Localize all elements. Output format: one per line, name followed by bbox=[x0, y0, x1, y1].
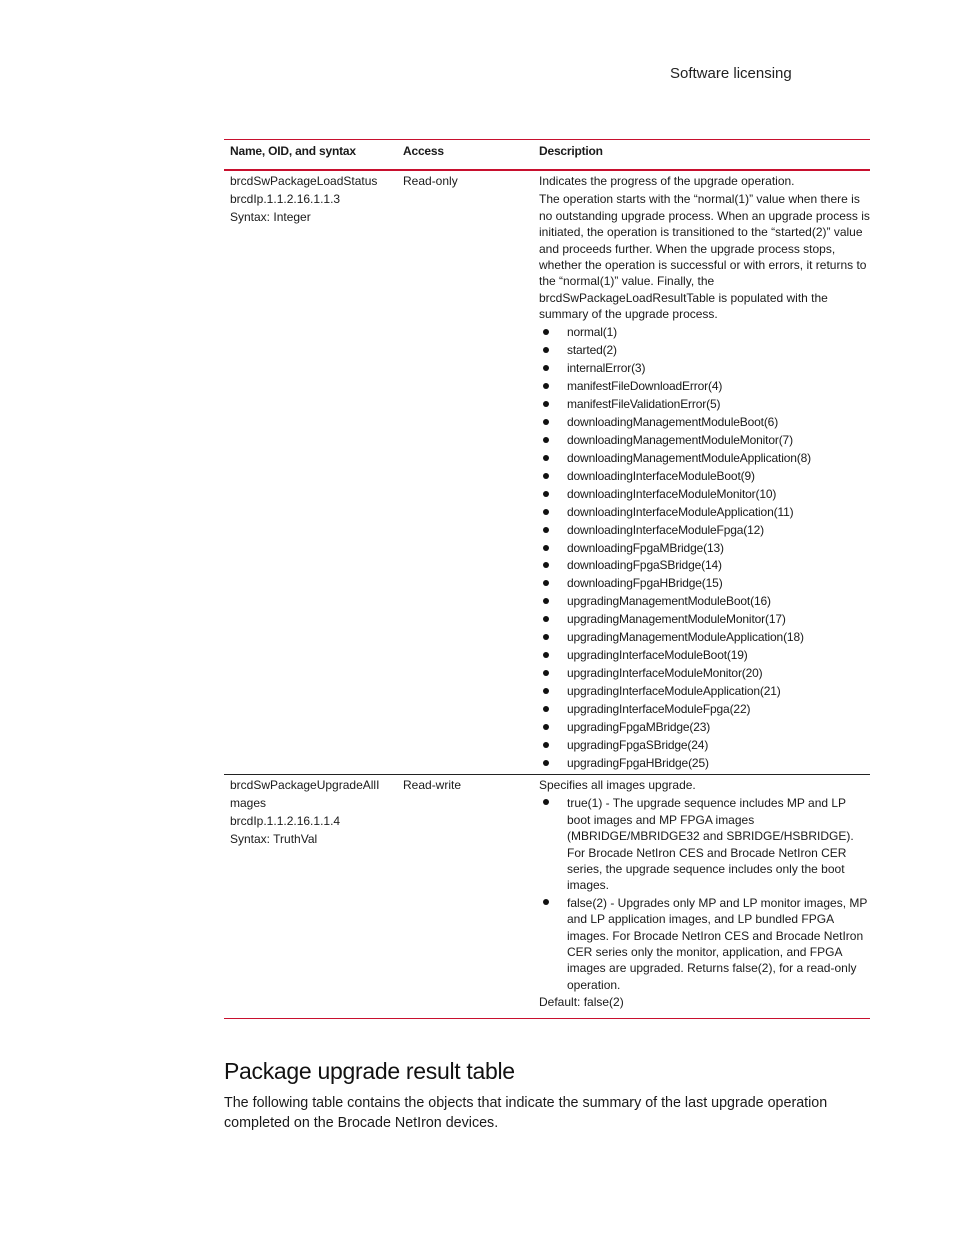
object-name: brcdSwPackageLoadStatus bbox=[230, 174, 378, 189]
list-item: upgradingFpgaSBridge(24) bbox=[567, 737, 870, 755]
description-cell bbox=[533, 777, 870, 1018]
access-value: Read-write bbox=[403, 778, 462, 793]
list-item: downloadingFpgaSBridge(14) bbox=[567, 557, 870, 575]
name-cell bbox=[224, 777, 397, 1018]
object-syntax: Syntax: TruthVal bbox=[230, 832, 318, 847]
default-value: Default: false(2) bbox=[539, 995, 624, 1010]
list-item: upgradingFpgaHBridge(25) bbox=[567, 755, 870, 773]
description-intro: Specifies all images upgrade. bbox=[539, 778, 696, 793]
description-intro: Indicates the progress of the upgrade operation. bbox=[539, 174, 795, 189]
access-cell bbox=[397, 173, 533, 774]
name-cell bbox=[224, 173, 397, 774]
list-item: upgradingInterfaceModuleMonitor(20) bbox=[567, 665, 870, 683]
list-item: manifestFileDownloadError(4) bbox=[567, 378, 870, 396]
list-item: downloadingFpgaHBridge(15) bbox=[567, 575, 870, 593]
list-item: manifestFileValidationError(5) bbox=[567, 396, 870, 414]
list-item: upgradingManagementModuleMonitor(17) bbox=[567, 611, 870, 629]
table-row bbox=[224, 171, 870, 775]
list-item: internalError(3) bbox=[567, 360, 870, 378]
section-heading: Package upgrade result table bbox=[224, 1058, 515, 1085]
list-item: downloadingManagementModuleMonitor(7) bbox=[567, 432, 870, 450]
list-item: downloadingFpgaMBridge(13) bbox=[567, 540, 870, 558]
list-item: downloadingInterfaceModuleMonitor(10) bbox=[567, 486, 870, 504]
object-name-part-1: brcdSwPackageUpgradeAllI bbox=[230, 778, 380, 793]
description-cell bbox=[533, 173, 870, 774]
table-row bbox=[224, 775, 870, 1019]
list-item: upgradingManagementModuleApplication(18) bbox=[567, 629, 870, 647]
list-item: downloadingManagementModuleApplication(8) bbox=[567, 450, 870, 468]
object-syntax: Syntax: Integer bbox=[230, 210, 311, 225]
list-item: upgradingFpgaMBridge(23) bbox=[567, 719, 870, 737]
access-cell bbox=[397, 777, 533, 1018]
list-item: started(2) bbox=[567, 342, 870, 360]
list-item-false: false(2) - Upgrades only MP and LP monitor images, MP and LP application images, and LP bundled FPGA images. For Brocade NetIron CES and Brocade NetIron CER series only the monitor, application, and FPGA images are upgraded. Returns false(2), for a read-only operation. bbox=[567, 895, 870, 993]
list-item: downloadingManagementModuleBoot(6) bbox=[567, 414, 870, 432]
list-item: downloadingInterfaceModuleBoot(9) bbox=[567, 468, 870, 486]
header-access: Access bbox=[403, 144, 444, 158]
list-item: downloadingInterfaceModuleApplication(11) bbox=[567, 504, 870, 522]
list-item: upgradingManagementModuleBoot(16) bbox=[567, 593, 870, 611]
object-oid: brcdIp.1.1.2.16.1.1.4 bbox=[230, 814, 341, 829]
mib-objects-table bbox=[224, 139, 870, 1019]
list-item: normal(1) bbox=[567, 324, 870, 342]
list-item: downloadingInterfaceModuleFpga(12) bbox=[567, 522, 870, 540]
list-item: upgradingInterfaceModuleApplication(21) bbox=[567, 683, 870, 701]
header-description: Description bbox=[539, 144, 603, 158]
truthval-list bbox=[539, 795, 870, 993]
status-value-list bbox=[539, 324, 870, 772]
list-item: upgradingInterfaceModuleBoot(19) bbox=[567, 647, 870, 665]
list-item: upgradingInterfaceModuleFpga(22) bbox=[567, 701, 870, 719]
access-value: Read-only bbox=[403, 174, 458, 189]
object-name-part-2: mages bbox=[230, 796, 267, 811]
table-header-row bbox=[224, 140, 870, 171]
description-body: The operation starts with the “normal(1)” value when there is no outstanding upgrade process. When an upgrade process is initiated, the operation is transitioned to the “started(2)” value and proceeds further. When the upgrade process stops, whether the operation is successful or with errors, it returns to the “normal(1)” value. Finally, the brcdSwPackageLoadResultTable is populated with the summary of the upgrade process. bbox=[539, 192, 870, 322]
object-oid: brcdIp.1.1.2.16.1.1.3 bbox=[230, 192, 341, 207]
section-body: The following table contains the objects that indicate the summary of the last upgrade operation completed on the Brocade NetIron devices. bbox=[224, 1095, 828, 1131]
running-head: Software licensing bbox=[670, 65, 792, 82]
header-name-oid-syntax: Name, OID, and syntax bbox=[230, 144, 356, 158]
list-item-true: true(1) - The upgrade sequence includes MP and LP boot images and MP FPGA images (MBRIDGE/MBRIDGE32 and SBRIDGE/HSBRIDGE). For Brocade NetIron CES and Brocade NetIron CER series, the upgrade sequence includes only the boot images. bbox=[567, 795, 870, 893]
